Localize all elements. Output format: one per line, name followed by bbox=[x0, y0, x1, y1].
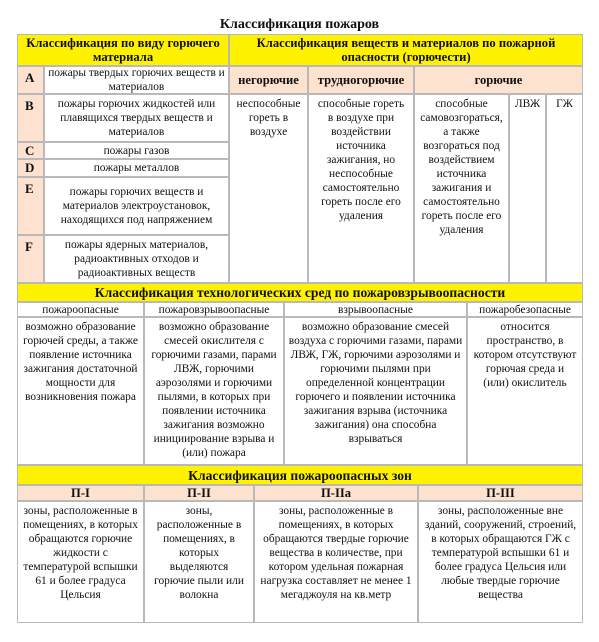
class-letter-a: A bbox=[17, 66, 44, 94]
col-flammable-header: горючие bbox=[414, 66, 583, 94]
flammable-desc: способные самовозгораться, а также возгораться под воздействием источника зажигания и самостоятельно гореть после его удаления bbox=[414, 94, 509, 283]
col-hard-flammable-header: трудногорючие bbox=[308, 66, 414, 94]
zone-p2a-desc: зоны, расположенные в помещениях, в которых обращаются твердые горючие вещества в количестве, при котором удельная пожарная нагрузка составляет не менее 1 мегаджоуля на кв.метр bbox=[254, 501, 418, 623]
class-desc-d: пожары металлов bbox=[44, 159, 229, 177]
env-fire-safe-header: пожаробезопасные bbox=[467, 302, 583, 317]
class-desc-a: пожары твердых горючих веществ и материалов bbox=[44, 66, 229, 94]
gzh-label: ГЖ bbox=[546, 94, 583, 283]
env-fire-explosion-header: пожаровзрывоопасные bbox=[144, 302, 284, 317]
zone-p1-header: П-I bbox=[17, 485, 144, 501]
flammability-header: Классификация веществ и материалов по пожарной опасности (горючести) bbox=[229, 34, 583, 66]
env-fire-hazard-header: пожароопасные bbox=[17, 302, 144, 317]
nonflammable-desc: неспособные гореть в воздухе bbox=[229, 94, 308, 283]
class-letter-c: C bbox=[17, 142, 44, 159]
class-letter-f: F bbox=[17, 235, 44, 283]
page-title: Классификация пожаров bbox=[219, 17, 380, 32]
env-explosive-desc: возможно образование смесей воздуха с горючими газами, парами ЛВЖ, ГЖ, горючими аэрозолями и горючими пылями при определенной концентрации горючего и появлении источника зажигания взрыва (источника зажигания) она способна взрываться bbox=[284, 317, 467, 465]
class-letter-d: D bbox=[17, 159, 44, 177]
class-desc-e: пожары горючих веществ и материалов электроустановок, находящихся под напряжением bbox=[44, 177, 229, 235]
zone-p2-desc: зоны, расположенные в помещениях, в которых выделяются горючие пыли или волокна bbox=[144, 501, 254, 623]
class-desc-f: пожары ядерных материалов, радиоактивных отходов и радиоактивных веществ bbox=[44, 235, 229, 283]
class-desc-c: пожары газов bbox=[44, 142, 229, 159]
env-fire-safe-desc: относится пространство, в котором отсутствуют горючая среда и (или) окислитель bbox=[467, 317, 583, 465]
col-nonflammable-header: негорючие bbox=[229, 66, 308, 94]
env-explosive-header: взрывоопасные bbox=[284, 302, 467, 317]
class-desc-b: пожары горючих жидкостей или плавящихся твердых веществ и материалов bbox=[44, 94, 229, 142]
lvzh-label: ЛВЖ bbox=[509, 94, 546, 283]
zone-p3-desc: зоны, расположенные вне зданий, сооружений, строений, в которых обращаются ГЖ с температурой вспышки 61 и более градуса Цельсия или любые твердые горючие вещества bbox=[418, 501, 583, 623]
zone-p1-desc: зоны, расположенные в помещениях, в которых обращаются горючие жидкости с температурой вспышки 61 и более градуса Цельсия bbox=[17, 501, 144, 623]
zones-header: Классификация пожароопасных зон bbox=[17, 465, 583, 485]
fire-classes-header: Классификация по виду горючего материала bbox=[17, 34, 229, 66]
zone-p3-header: П-III bbox=[418, 485, 583, 501]
env-fire-explosion-desc: возможно образование смесей окислителя с горючими газами, парами ЛВЖ, горючими аэрозолями и горючими пылями, в которых при появлении источника зажигания возможно инициирование взрыва и (или) пожара bbox=[144, 317, 284, 465]
zone-p2a-header: П-IIа bbox=[254, 485, 418, 501]
environments-header: Классификация технологических сред по пожаровзрывоопасности bbox=[17, 283, 583, 302]
env-fire-hazard-desc: возможно образование горючей среды, а также появление источника зажигания достаточной мощности для возникновения пожара bbox=[17, 317, 144, 465]
class-letter-e: E bbox=[17, 177, 44, 235]
class-letter-b: B bbox=[17, 94, 44, 142]
hard-flammable-desc: способные гореть в воздухе при воздействии источника зажигания, но неспособные самостоятельно гореть после его удаления bbox=[308, 94, 414, 283]
zone-p2-header: П-II bbox=[144, 485, 254, 501]
